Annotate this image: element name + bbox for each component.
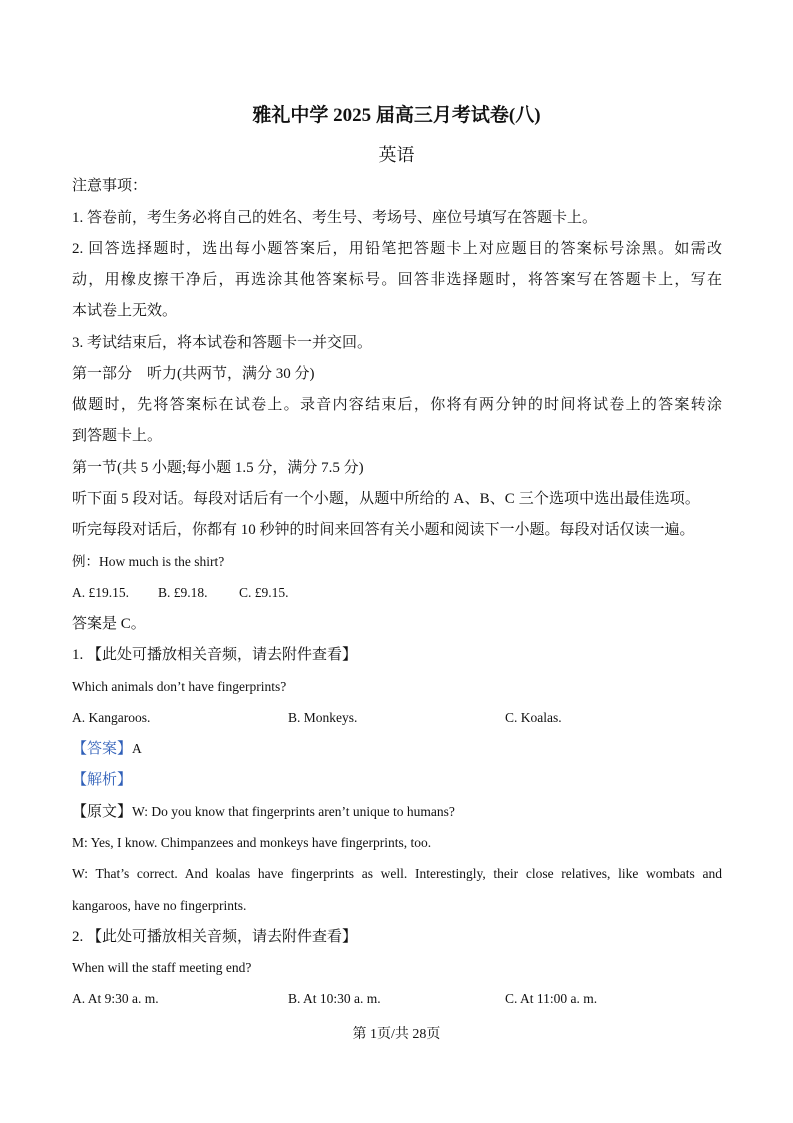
example-option-c: C. £9.15. (239, 585, 289, 600)
q1-script-line-1 (72, 802, 455, 822)
notice-item-2-line-1: 2. 回答选择题时，选出每小题答案后，用铅笔把答题卡上对应题目的答案标号涂黑。如需改 (72, 241, 722, 257)
q1-script-line-3: W: That’s correct. And koalas have fingerprints as well. Interestingly, their close relatives, like wombats and (72, 866, 722, 881)
example-answer: 答案是 C。 (72, 616, 146, 632)
notice-item-1: 1. 答卷前，考生务必将自己的姓名、考生号、考场号、座位号填写在答题卡上。 (72, 210, 598, 226)
section1-instruction-line-2: 听完每段对话后，你都有 10 秒钟的时间来回答有关小题和阅读下一小题。每段对话仅读一遍。 (72, 522, 695, 538)
q1-audio-tag[interactable]: 1. 【此处可播放相关音频，请去附件查看】 (72, 647, 358, 663)
part1-instruction-line-1: 做题时，先将答案标在试卷上。录音内容结束后，你将有两分钟的时间将试卷上的答案转涂 (72, 397, 722, 413)
example-option-b: B. £9.18. (158, 585, 208, 600)
q1-analysis-label: 【解析】 (72, 772, 133, 788)
notice-item-3: 3. 考试结束后，将本试卷和答题卡一并交回。 (72, 335, 373, 351)
q2-audio-tag[interactable]: 2. 【此处可播放相关音频，请去附件查看】 (72, 929, 358, 945)
q2-question: When will the staff meeting end? (72, 960, 252, 975)
q2-option-b: B. At 10:30 a. m. (288, 991, 381, 1006)
exam-title: 雅礼中学 2025 届高三月考试卷(八) (252, 105, 541, 126)
q1-script-line-2: M: Yes, I know. Chimpanzees and monkeys have fingerprints, too. (72, 835, 432, 850)
q1-script-label: 【原文】 (72, 804, 133, 820)
q1-question: Which animals don’t have fingerprints? (72, 679, 287, 694)
q1-option-a: A. Kangaroos. (72, 710, 151, 725)
part1-instruction-line-2: 到答题卡上。 (72, 428, 163, 444)
q1-script-line-4: kangaroos, have no fingerprints. (72, 898, 247, 913)
page-number: 第 1页/共 28页 (352, 1027, 441, 1042)
q1-answer (72, 739, 142, 759)
q1-option-b: B. Monkeys. (288, 710, 358, 725)
notice-item-2-line-3: 本试卷上无效。 (72, 303, 178, 319)
section1-heading: 第一节(共 5 小题;每小题 1.5 分，满分 7.5 分) (72, 460, 364, 476)
example-question: 例：How much is the shirt? (72, 554, 225, 569)
notice-heading: 注意事项： (72, 178, 148, 194)
subject-title: 英语 (378, 145, 415, 165)
q1-script-text-1: W: Do you know that fingerprints aren’t unique to humans? (132, 804, 455, 819)
q2-option-a: A. At 9:30 a. m. (72, 991, 159, 1006)
part1-heading: 第一部分 听力(共两节，满分 30 分) (72, 366, 315, 382)
q1-answer-value: A (132, 741, 142, 756)
q1-option-c: C. Koalas. (505, 710, 562, 725)
section1-instruction-line-1: 听下面 5 段对话。每段对话后有一个小题，从题中所给的 A、B、C 三个选项中选出最佳选项。 (72, 491, 700, 507)
q2-option-c: C. At 11:00 a. m. (505, 991, 598, 1006)
q1-answer-label: 【答案】 (72, 741, 133, 757)
example-option-a: A. £19.15. (72, 585, 129, 600)
notice-item-2-line-2: 动，用橡皮擦干净后，再选涂其他答案标号。回答非选择题时，将答案写在答题卡上，写在 (72, 272, 722, 288)
